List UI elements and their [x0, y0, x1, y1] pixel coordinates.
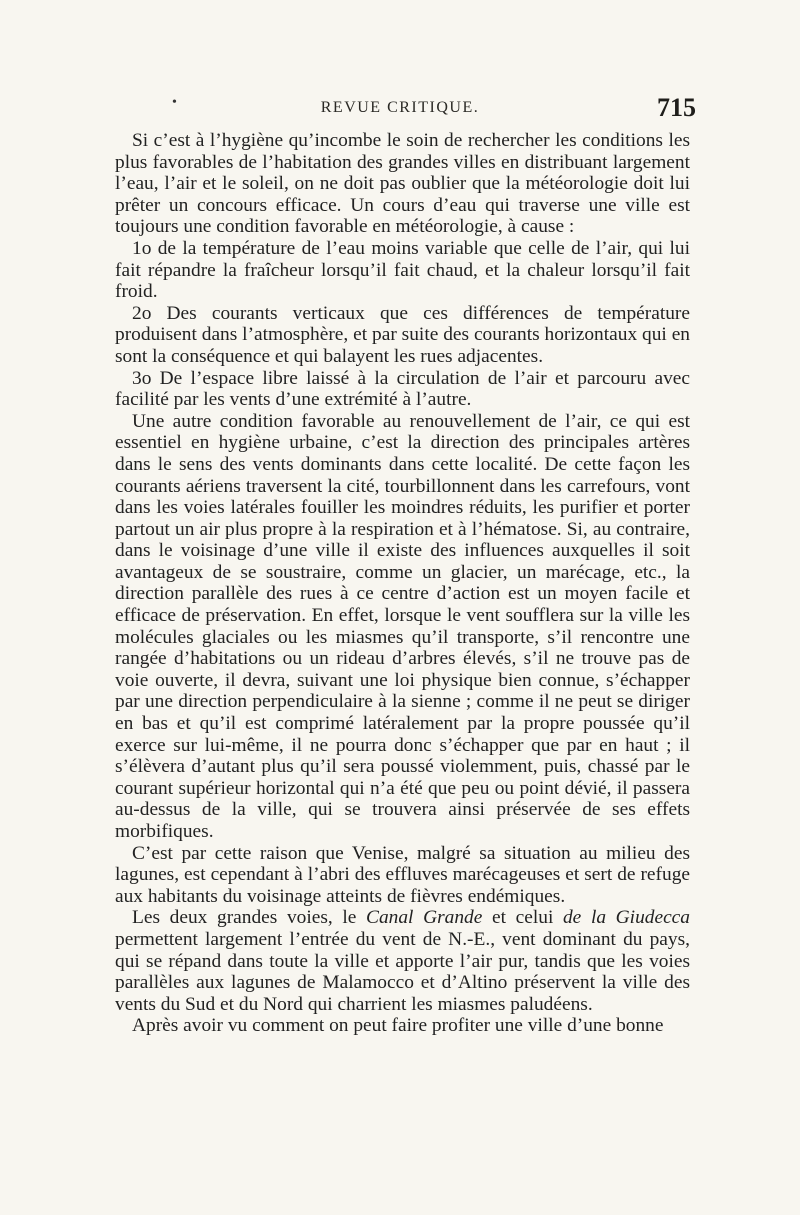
paragraph-point-3: 3o De l’espace libre laissé à la circulation de l’air et parcouru avec facilité par les vents d’une extrémité à l’autre.	[115, 367, 690, 411]
running-title: REVUE CRITIQUE.	[320, 99, 480, 116]
paragraph-canals	[115, 907, 690, 1015]
paragraph-point-2: 2o Des courants verticaux que ces différences de température produisent dans l’atmosphère, et par suite des courants horizontaux qui en sont la conséquence et qui balayent les rues adjacentes.	[115, 302, 690, 367]
giudecca-name: de la Giudecca	[562, 907, 690, 929]
canal-grande-name: Canal Grande	[366, 907, 483, 929]
paragraph-intro: Si c’est à l’hygiène qu’incombe le soin de rechercher les conditions les plus favorables de l’habitation des grandes villes en distribuant largement l’eau, l’air et le soleil, on ne doit pas oublier que la météorologie doit lui prêter un concours efficace. Un cours d’eau qui traverse une ville est toujours une condition favorable en météorologie, à cause :	[115, 130, 690, 238]
canals-text-before: Les deux grandes voies, le	[132, 907, 367, 929]
header-dot: •	[172, 95, 177, 110]
paragraph-venice: C’est par cette raison que Venise, malgré sa situation au milieu des lagunes, est cependant à l’abri des effluves marécageuses et sert de refuge aux habitants du voisinage atteints de fièvres endémiques.	[115, 842, 690, 907]
canals-text-after: permettent largement l’entrée du vent de N.-E., vent dominant du pays, qui se répand dans toute la ville et apporte l’air pur, tandis que les voies parallèles aux lagunes de Malamocco et d’Altino préservent la ville des vents du Sud et du Nord qui charrient les miasmes paludéens.	[115, 928, 690, 1015]
paragraph-point-1: 1o de la température de l’eau moins variable que celle de l’air, qui lui fait répandre la fraîcheur lorsqu’il fait chaud, et la chaleur lorsqu’il fait froid.	[115, 237, 690, 303]
page-header	[0, 95, 800, 125]
canals-text-middle: et celui	[482, 907, 563, 929]
paragraph-continuation: Après avoir vu comment on peut faire profiter une ville d’une bonne	[132, 1015, 664, 1037]
paragraph-wind-direction: Une autre condition favorable au renouvellement de l’air, ce qui est essentiel en hygiène urbaine, c’est la direction des principales artères dans le sens des vents dominants dans cette localité. De cette façon les courants aériens traversent la cité, tourbillonnent dans les carrefours, vont dans les voies latérales fouiller les moindres réduits, les purifier et porter partout un air plus propre à la respiration et à l’hématose. Si, au contraire, dans le voisinage d’une ville il existe des influences auxquelles il soit avantageux de se soustraire, comme un glacier, un marécage, etc., la direction parallèle des rues à ce centre d’action est un moyen facile et efficace de préservation. En effet, lorsque le vent soufflera sur la ville les molécules glaciales ou les miasmes qu’il transporte, s’il rencontre une rangée d’habitations ou un rideau d’arbres élevés, s’il ne trouve pas de voie ouverte, il devra, suivant une loi physique bien connue, s’échapper par une direction perpendiculaire à la sienne ; comme il ne peut se diriger en bas et qu’il est comprimé latéralement par la propre poussée qu’il exerce sur lui-même, il ne pourra donc s’échapper que par en haut ; il s’élèvera d’autant plus qu’il sera poussé violemment, puis, chassé par le courant supérieur horizontal qui n’a été que peu ou point dévié, il passera au-dessus de la ville, qui se trouvera ainsi préservée de ses effets morbifiques.	[115, 410, 690, 842]
page-number: 715	[657, 93, 696, 122]
page-body	[115, 130, 690, 1037]
